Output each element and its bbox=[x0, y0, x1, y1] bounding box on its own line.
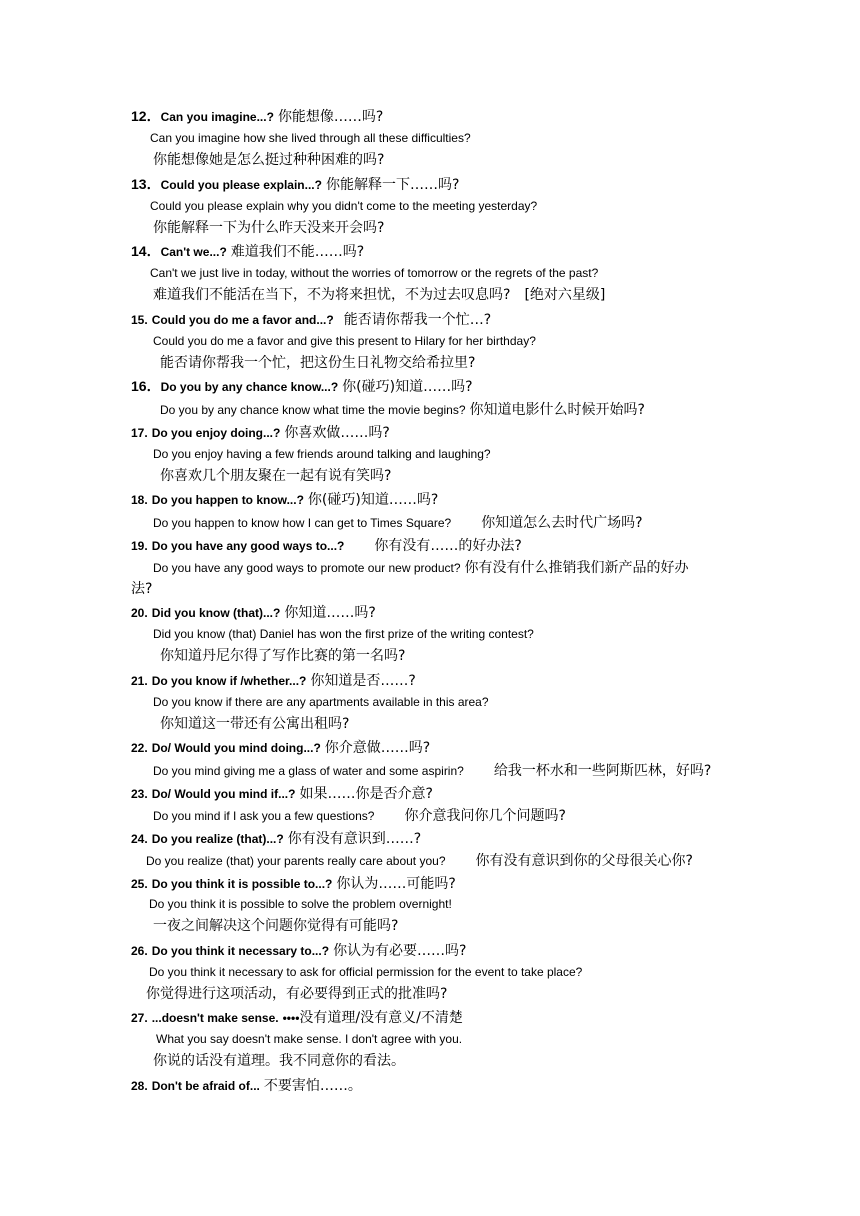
example-chinese: 你介意我问你几个问题吗? bbox=[404, 808, 566, 824]
example-english: Do you know if there are any apartments available in this area? bbox=[153, 695, 489, 709]
example-english: Do you realize (that) your parents really care about you? bbox=[146, 854, 446, 868]
entry-phrase: Can't we...? bbox=[160, 245, 227, 259]
entry-number: 24. bbox=[131, 832, 148, 846]
example-english: Do you think it necessary to ask for official permission for the event to take place? bbox=[149, 965, 583, 979]
entry-number: 20. bbox=[131, 606, 148, 620]
example-line bbox=[153, 515, 643, 531]
example-note: [绝对六星级] bbox=[524, 287, 606, 303]
example-chinese: 一夜之间解决这个问题你觉得有可能吗? bbox=[153, 918, 399, 934]
entry-phrase: Do you know if /whether...? bbox=[151, 674, 307, 688]
entry-number: 18. bbox=[131, 493, 148, 507]
entry-number: 21. bbox=[131, 674, 148, 688]
entry-phrase: Do you happen to know...? bbox=[151, 493, 304, 507]
entry-heading bbox=[131, 831, 421, 847]
example-line bbox=[146, 853, 693, 869]
example-english: Can you imagine how she lived through all these difficulties? bbox=[150, 131, 471, 145]
example-english: Do you think it is possible to solve the problem overnight! bbox=[149, 897, 452, 911]
entry-heading bbox=[131, 379, 473, 395]
entry-phrase: ...doesn't make sense. bbox=[151, 1011, 279, 1025]
example-chinese bbox=[153, 288, 605, 302]
example-chinese: 你喜欢几个朋友聚在一起有说有笑吗? bbox=[160, 468, 392, 484]
example-english: Do you mind if I ask you a few questions? bbox=[153, 809, 375, 823]
entry-phrase-translation: 你(碰巧)知道……吗? bbox=[342, 379, 473, 395]
entry-number: 13． bbox=[131, 176, 161, 192]
entry-heading bbox=[131, 109, 383, 125]
example-english: What you say doesn't make sense. I don't agree with you. bbox=[156, 1032, 463, 1046]
example-line bbox=[153, 808, 566, 824]
example-chinese-continued: 法? bbox=[131, 581, 153, 597]
example-english: Did you know (that) Daniel has won the first prize of the writing contest? bbox=[153, 627, 534, 641]
entry-phrase-translation: 如果……你是否介意? bbox=[299, 786, 433, 802]
entry-number: 19. bbox=[131, 539, 148, 553]
entry-number: 26. bbox=[131, 944, 148, 958]
entry-number: 27. bbox=[131, 1011, 148, 1025]
entry-heading bbox=[131, 943, 467, 959]
entry-heading bbox=[131, 876, 456, 892]
example-english: Do you enjoy having a few friends around talking and laughing? bbox=[153, 447, 491, 461]
entry-number: 16． bbox=[131, 378, 161, 394]
entry-phrase: Do you realize (that)...? bbox=[151, 832, 284, 846]
entry-phrase: Do you have any good ways to...? bbox=[151, 539, 345, 553]
example-english: Do you happen to know how I can get to Times Square? bbox=[153, 516, 452, 530]
entry-phrase-translation: 你知道……吗? bbox=[284, 605, 376, 621]
example-chinese: 你能解释一下为什么昨天没来开会吗? bbox=[153, 220, 385, 236]
example-chinese: 你有没有什么推销我们新产品的好办 bbox=[464, 560, 689, 576]
example-english: Could you please explain why you didn't come to the meeting yesterday? bbox=[150, 199, 538, 213]
example-chinese: 你能想像她是怎么挺过种种困难的吗? bbox=[153, 152, 385, 168]
example-line bbox=[160, 402, 645, 418]
example-line bbox=[153, 763, 711, 779]
example-english: Could you do me a favor and give this present to Hilary for her birthday? bbox=[153, 334, 536, 348]
example-chinese: 你知道丹尼尔得了写作比赛的第一名吗? bbox=[160, 648, 406, 664]
entry-phrase: Can you imagine...? bbox=[160, 110, 274, 124]
entry-heading bbox=[131, 177, 459, 193]
entry-phrase-translation: 你(碰巧)知道……吗? bbox=[307, 492, 439, 508]
entry-heading bbox=[131, 740, 430, 756]
entry-phrase: Do you enjoy doing...? bbox=[151, 426, 281, 440]
entry-heading bbox=[131, 605, 376, 621]
entry-number: 28. bbox=[131, 1079, 148, 1093]
entry-phrase-translation: 没有道理/没有意义/不清楚 bbox=[299, 1010, 463, 1026]
example-english: Do you mind giving me a glass of water and some aspirin? bbox=[153, 764, 464, 778]
entry-heading bbox=[131, 312, 491, 328]
entry-phrase-translation: 你能想像……吗? bbox=[277, 109, 384, 125]
entry-heading bbox=[131, 786, 433, 802]
entry-number: 15. bbox=[131, 313, 148, 327]
entry-phrase-translation: 不要害怕……。 bbox=[263, 1078, 362, 1094]
entry-phrase-translation: 你认为……可能吗? bbox=[336, 876, 456, 892]
example-english: Do you have any good ways to promote our new product? bbox=[153, 561, 461, 575]
example-chinese: 给我一杯水和一些阿斯匹林，好吗? bbox=[493, 763, 712, 779]
entry-heading bbox=[131, 1010, 463, 1026]
entry-phrase-translation: 你喜欢做……吗? bbox=[284, 425, 390, 441]
entry-phrase: Do you by any chance know...? bbox=[160, 380, 339, 394]
example-chinese: 你知道这一带还有公寓出租吗? bbox=[160, 716, 350, 732]
entry-phrase-translation: 你介意做……吗? bbox=[324, 740, 431, 756]
entry-heading bbox=[131, 492, 438, 508]
example-chinese: 能否请你帮我一个忙，把这份生日礼物交给希拉里? bbox=[160, 355, 476, 371]
entry-phrase: Do you think it is possible to...? bbox=[151, 877, 333, 891]
entry-number: 25. bbox=[131, 877, 148, 891]
example-chinese: 你觉得进行这项活动，有必要得到正式的批准吗? bbox=[146, 986, 448, 1002]
entry-phrase-translation: 你知道是否……? bbox=[310, 673, 416, 689]
entry-phrase: Could you do me a favor and...? bbox=[151, 313, 334, 327]
entry-phrase-translation: 你认为有必要……吗? bbox=[333, 943, 467, 959]
entry-phrase: Do/ Would you mind doing...? bbox=[151, 741, 321, 755]
entry-phrase: Could you please explain...? bbox=[160, 178, 322, 192]
entry-number: 17. bbox=[131, 426, 148, 440]
example-chinese: 你知道电影什么时候开始吗? bbox=[469, 402, 645, 418]
entry-phrase: Do/ Would you mind if...? bbox=[151, 787, 296, 801]
entry-number: 14． bbox=[131, 243, 161, 259]
entry-phrase-translation: 你能解释一下……吗? bbox=[325, 177, 460, 193]
entry-phrase-translation: 你有没有意识到……? bbox=[287, 831, 422, 847]
entry-number: 22. bbox=[131, 741, 148, 755]
entry-phrase: Don't be afraid of... bbox=[151, 1079, 260, 1093]
example-english: Can't we just live in today, without the worries of tomorrow or the regrets of the past? bbox=[150, 266, 599, 280]
entry-heading bbox=[131, 425, 390, 441]
entry-heading bbox=[131, 673, 416, 689]
entry-heading bbox=[131, 244, 364, 260]
entry-number: 23. bbox=[131, 787, 148, 801]
example-chinese: 你有没有意识到你的父母很关心你? bbox=[475, 853, 693, 869]
example-line bbox=[153, 560, 689, 576]
example-chinese: 你知道怎么去时代广场吗? bbox=[481, 515, 643, 531]
example-english: Do you by any chance know what time the movie begins? bbox=[160, 403, 466, 417]
entry-phrase: Do you think it necessary to...? bbox=[151, 944, 330, 958]
entry-heading bbox=[131, 1078, 362, 1094]
entry-phrase: Did you know (that)...? bbox=[151, 606, 281, 620]
entry-heading bbox=[131, 538, 522, 554]
entry-phrase-translation: 能否请你帮我一个忙…? bbox=[343, 312, 492, 328]
example-chinese: 你说的话没有道理。我不同意你的看法。 bbox=[153, 1053, 405, 1069]
entry-phrase-dots: •••• bbox=[282, 1011, 300, 1025]
entry-phrase-translation: 难道我们不能……吗? bbox=[230, 244, 365, 260]
example-chinese-text: 难道我们不能活在当下，不为将来担忧，不为过去叹息吗? bbox=[153, 287, 511, 303]
entry-number: 12． bbox=[131, 108, 161, 124]
entry-phrase-translation: 你有没有……的好办法? bbox=[374, 538, 522, 554]
